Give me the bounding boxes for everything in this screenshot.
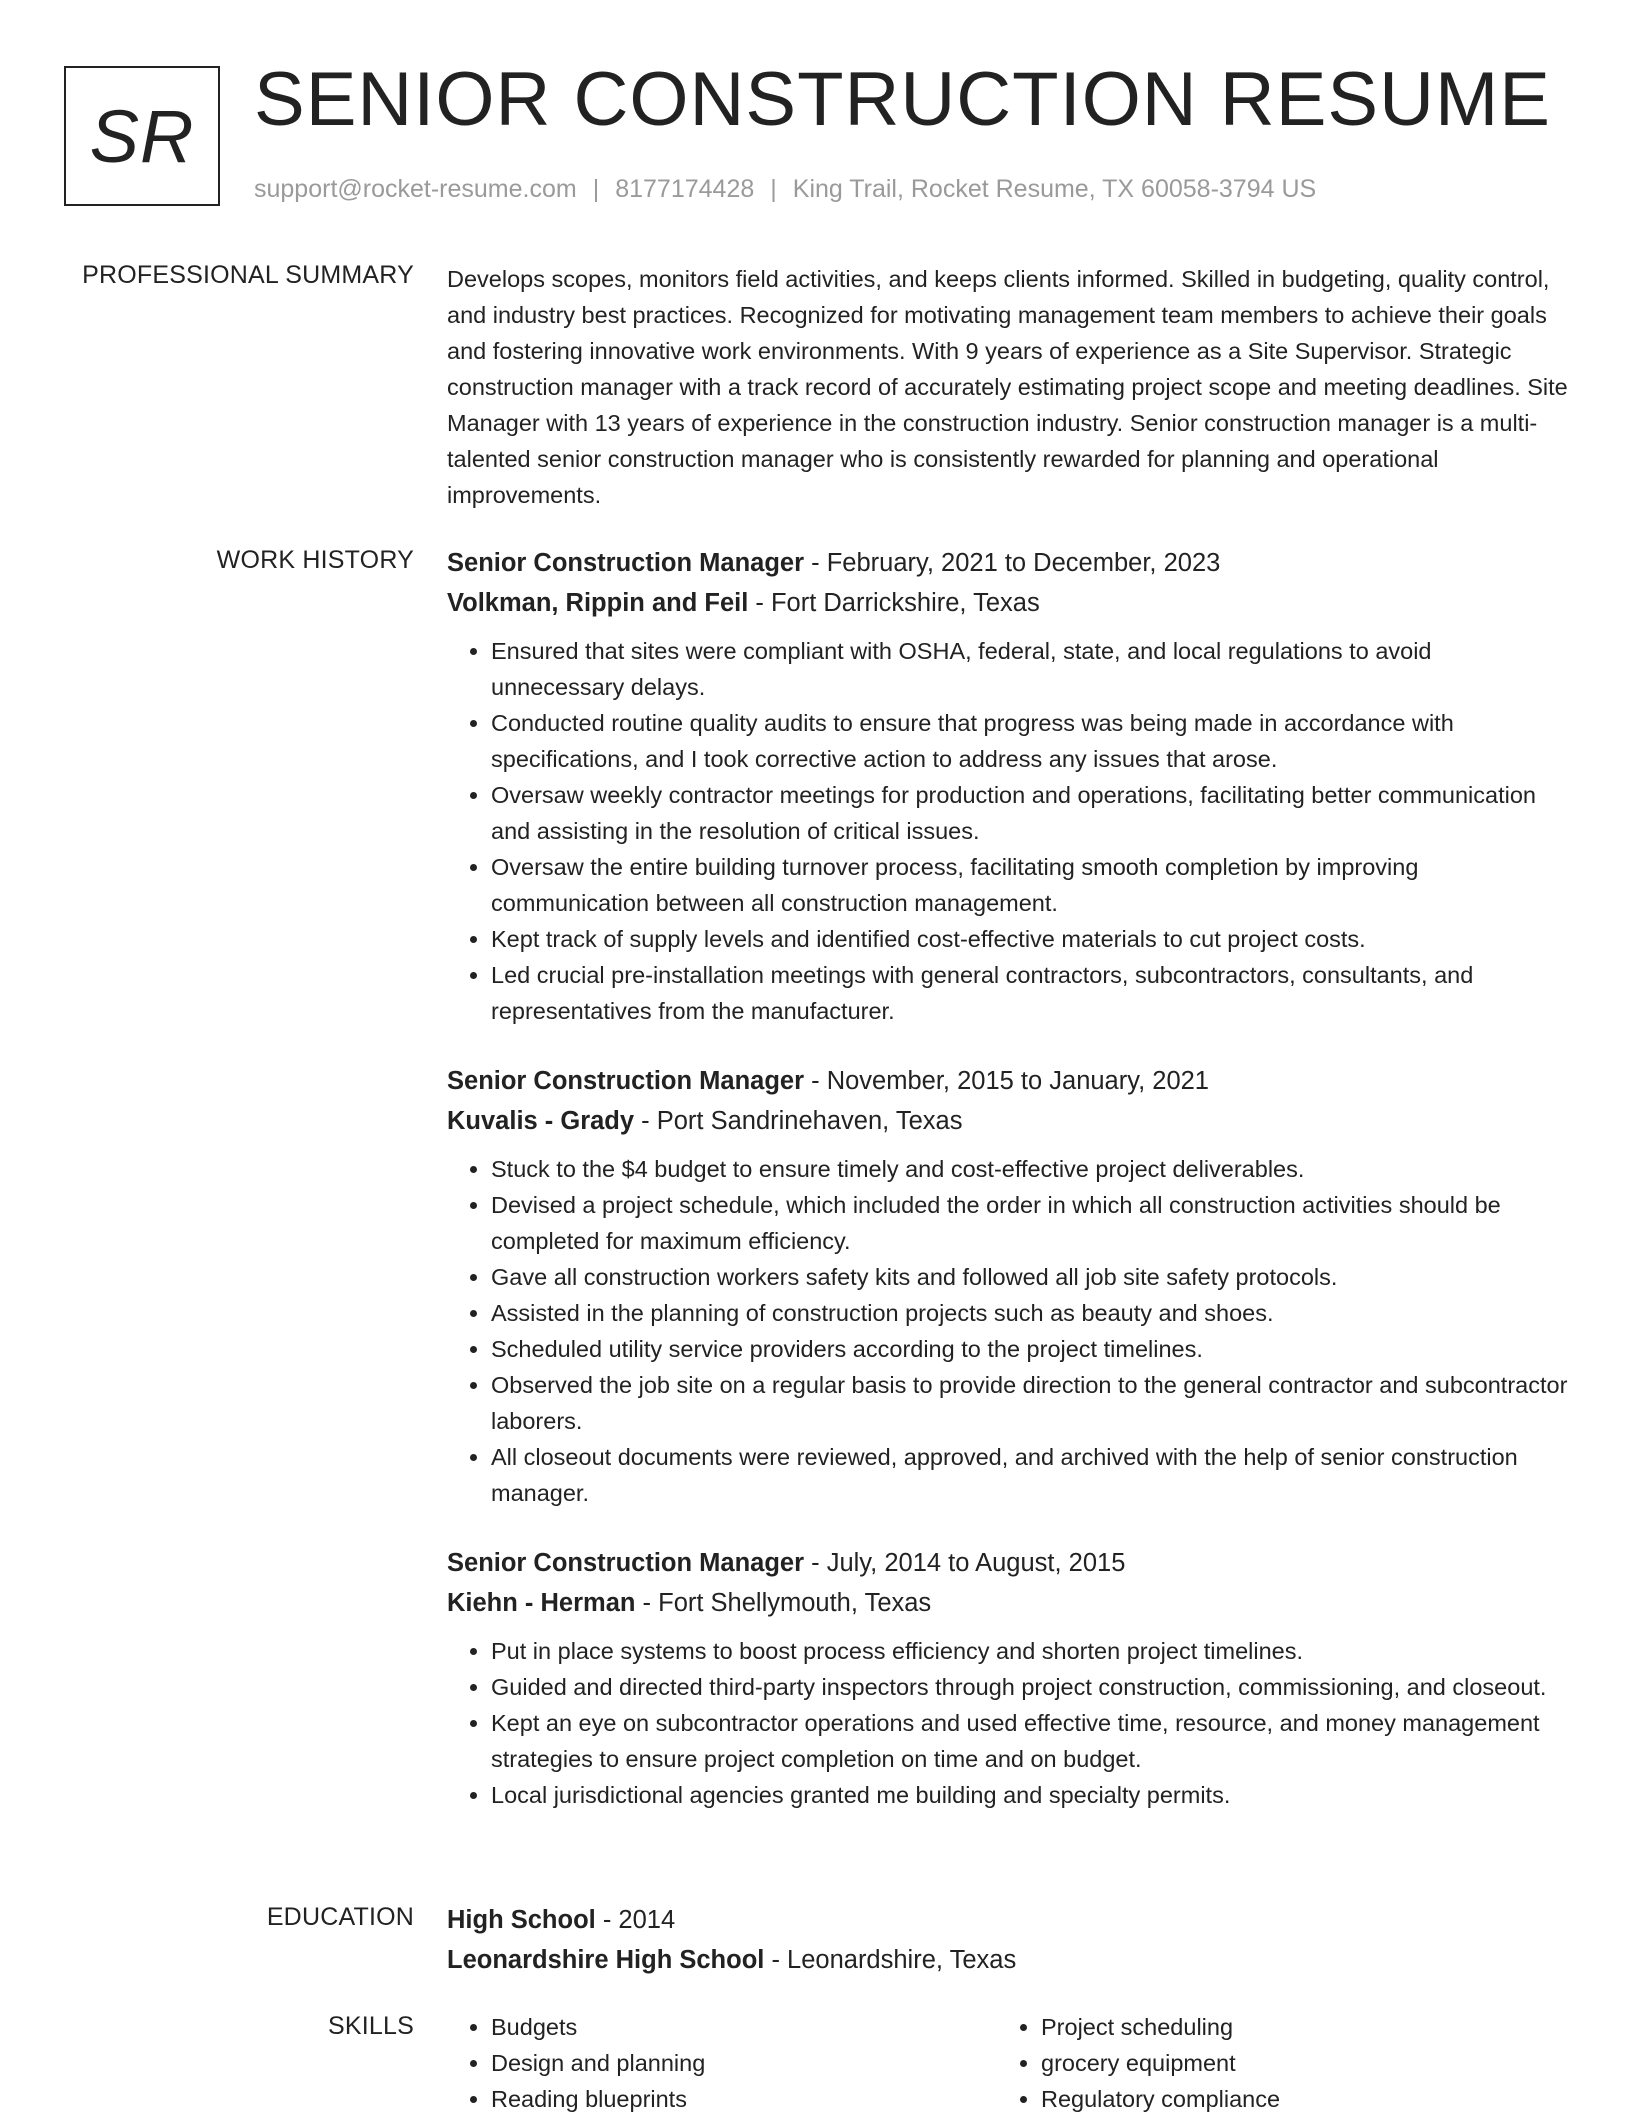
job-company: Volkman, Rippin and Feil — [447, 589, 749, 617]
job-bullet: • Observed the job site on a regular basis to provide direction to the general contractor and subcontractor laborers. — [491, 1367, 1571, 1439]
job-bullet: • Assisted in the planning of construction projects such as beauty and shoes. — [491, 1295, 1571, 1331]
job-bullets — [447, 1151, 1571, 1511]
contact-separator: | — [592, 175, 600, 203]
job-bullet: • Guided and directed third-party inspectors through project construction, commissioning, and closeout. — [491, 1669, 1571, 1705]
monogram-initials: SR — [89, 94, 195, 178]
job-bullet: • Scheduled utility service providers according to the project timelines. — [491, 1331, 1571, 1367]
job-bullet: • Led crucial pre-installation meetings with general contractors, subcontractors, consultants, and representatives from the manufacturer. — [491, 957, 1571, 1029]
job-bullets — [447, 1633, 1571, 1813]
resume-title: SENIOR CONSTRUCTION RESUME — [254, 57, 1551, 142]
contact-address: King Trail, Rocket Resume, TX 60058-3794 US — [792, 175, 1317, 203]
job-bullet: • Kept an eye on subcontractor operations and used effective time, resource, and money management strategies to ensure project completion on time and on budget. — [491, 1705, 1571, 1777]
job-title: Senior Construction Manager — [447, 1549, 805, 1577]
job-title: Senior Construction Manager — [447, 1067, 805, 1095]
skill-item: • Reading blueprints — [491, 2081, 997, 2117]
education-degree-line — [447, 1900, 1571, 1940]
job-title-line — [447, 1061, 1571, 1101]
job-company-line — [447, 583, 1571, 623]
job-company-line — [447, 1583, 1571, 1623]
job-entry — [447, 1543, 1571, 1813]
job-bullet: • Kept track of supply levels and identified cost-effective materials to cut project costs. — [491, 921, 1571, 957]
job-bullet: • Put in place systems to boost process efficiency and shorten project timelines. — [491, 1633, 1571, 1669]
job-location: - Fort Shellymouth, Texas — [635, 1589, 932, 1617]
section-label-summary: PROFESSIONAL SUMMARY — [82, 261, 414, 289]
skills-column-right — [997, 2009, 1547, 2117]
monogram-logo — [64, 66, 220, 206]
job-bullet: • All closeout documents were reviewed, approved, and archived with the help of senior construction manager. — [491, 1439, 1571, 1511]
job-bullet: • Oversaw weekly contractor meetings for production and operations, facilitating better communication and assisting in the resolution of critical issues. — [491, 777, 1571, 849]
education-school: Leonardshire High School — [447, 1946, 765, 1974]
job-title-line — [447, 543, 1571, 583]
section-label-education: EDUCATION — [266, 1903, 414, 1931]
job-company: Kiehn - Herman — [447, 1589, 636, 1617]
section-label-skills: SKILLS — [328, 2012, 414, 2040]
job-bullet: • Oversaw the entire building turnover process, facilitating smooth completion by improving communication between all construction management. — [491, 849, 1571, 921]
job-dates: - February, 2021 to December, 2023 — [804, 549, 1221, 577]
skills-column-left — [447, 2009, 997, 2117]
skills-grid — [447, 2009, 1571, 2117]
skill-item: • Budgets — [491, 2009, 997, 2045]
job-entry — [447, 543, 1571, 1029]
job-bullet: • Gave all construction workers safety kits and followed all job site safety protocols. — [491, 1259, 1571, 1295]
education-year: - 2014 — [595, 1906, 676, 1934]
job-title: Senior Construction Manager — [447, 549, 805, 577]
job-bullets — [447, 633, 1571, 1029]
job-company-line — [447, 1101, 1571, 1141]
job-bullet: • Devised a project schedule, which included the order in which all construction activities should be completed for maximum efficiency. — [491, 1187, 1571, 1259]
job-bullet: • Ensured that sites were compliant with OSHA, federal, state, and local regulations to avoid unnecessary delays. — [491, 633, 1571, 705]
education-degree: High School — [447, 1906, 596, 1934]
job-dates: - November, 2015 to January, 2021 — [804, 1067, 1209, 1095]
summary-text: Develops scopes, monitors field activities, and keeps clients informed. Skilled in budgeting, quality control, and industry best practices. Recognized for motivating management team members to achieve their goals and fostering innovative work environments. With 9 years of experience as a Site Supervisor. Strategic construction manager with a track record of accurately estimating project scope and meeting deadlines. Site Manager with 13 years of experience in the construction industry. Senior construction manager is a multi-talented senior construction manager who is consistently rewarded for planning and operational improvements. — [447, 266, 1568, 508]
job-company: Kuvalis - Grady — [447, 1107, 635, 1135]
job-dates: - July, 2014 to August, 2015 — [804, 1549, 1126, 1577]
contact-phone[interactable]: 8177174428 — [615, 175, 755, 203]
contact-separator: | — [770, 175, 777, 203]
job-bullet: • Stuck to the $4 budget to ensure timely and cost-effective project deliverables. — [491, 1151, 1571, 1187]
education-school-line — [447, 1940, 1571, 1980]
job-bullet: • Local jurisdictional agencies granted me building and specialty permits. — [491, 1777, 1571, 1813]
contact-line — [254, 175, 1316, 204]
job-location: - Fort Darrickshire, Texas — [748, 589, 1040, 617]
contact-email[interactable]: support@rocket-resume.com — [254, 175, 577, 203]
skill-item: • Design and planning — [491, 2045, 997, 2081]
job-bullet: • Conducted routine quality audits to ensure that progress was being made in accordance with specifications, and I took corrective action to address any issues that arose. — [491, 705, 1571, 777]
skill-item: • Regulatory compliance — [1041, 2081, 1547, 2117]
education-location: - Leonardshire, Texas — [764, 1946, 1017, 1974]
skill-item: • grocery equipment — [1041, 2045, 1547, 2081]
section-label-work-history: WORK HISTORY — [216, 546, 414, 574]
job-location: - Port Sandrinehaven, Texas — [634, 1107, 963, 1135]
job-entry — [447, 1061, 1571, 1511]
job-title-line — [447, 1543, 1571, 1583]
skill-item: • Project scheduling — [1041, 2009, 1547, 2045]
